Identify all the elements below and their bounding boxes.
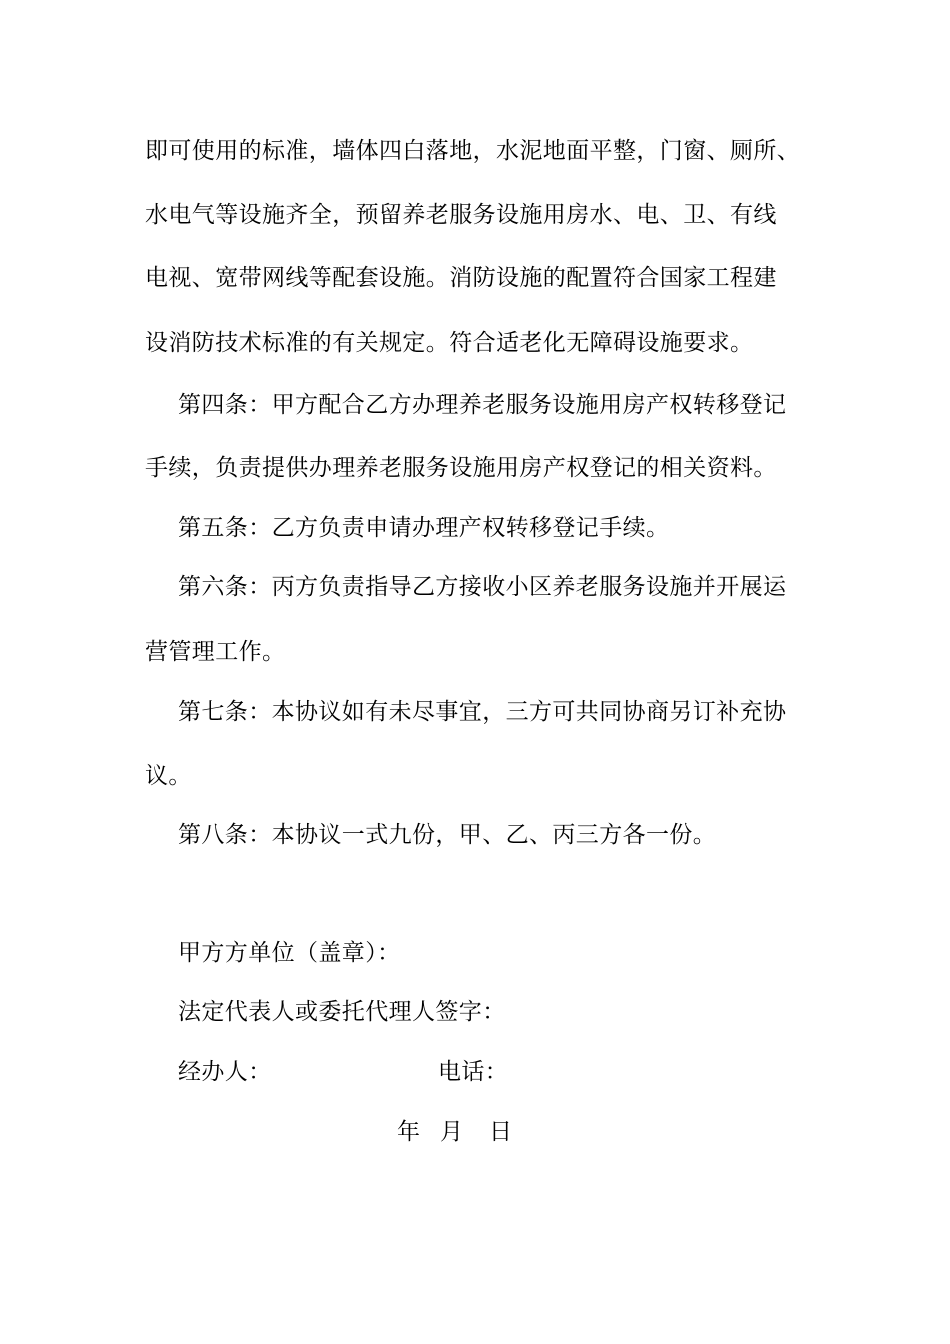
paragraph-line: 设消防技术标准的有关规定。符合适老化无障碍设施要求。 [145,330,754,356]
article-six: 第六条：丙方负责指导乙方接收小区养老服务设施并开展运 [178,574,787,600]
date-day: 日 [489,1119,512,1145]
article-four: 第四条：甲方配合乙方办理养老服务设施用房产权转移登记 [178,392,787,418]
signature-representative: 法定代表人或委托代理人签字： [178,999,506,1025]
date-year: 年 [397,1119,420,1145]
signature-phone: 电话： [438,1059,509,1085]
paragraph-line: 议。 [145,763,192,789]
article-seven: 第七条：本协议如有未尽事宜，三方可共同协商另订补充协 [178,699,787,725]
signature-party: 甲方方单位（盖章）： [178,940,401,966]
article-eight: 第八条：本协议一式九份，甲、乙、丙三方各一份。 [178,822,717,848]
signature-handler: 经办人： [178,1059,272,1085]
paragraph-line: 手续，负责提供办理养老服务设施用房产权登记的相关资料。 [145,455,777,481]
article-five: 第五条：乙方负责申请办理产权转移登记手续。 [178,515,670,541]
paragraph-line: 水电气等设施齐全，预留养老服务设施用房水、电、卫、有线 [145,202,777,228]
date-line [397,1117,512,1147]
paragraph-line: 电视、宽带网线等配套设施。消防设施的配置符合国家工程建 [145,265,777,291]
date-month: 月 [440,1119,463,1145]
paragraph-line: 即可使用的标准，墙体四白落地，水泥地面平整，门窗、厕所、 [145,138,801,164]
signature-handler-row [178,1057,578,1087]
paragraph-line: 营管理工作。 [145,639,286,665]
